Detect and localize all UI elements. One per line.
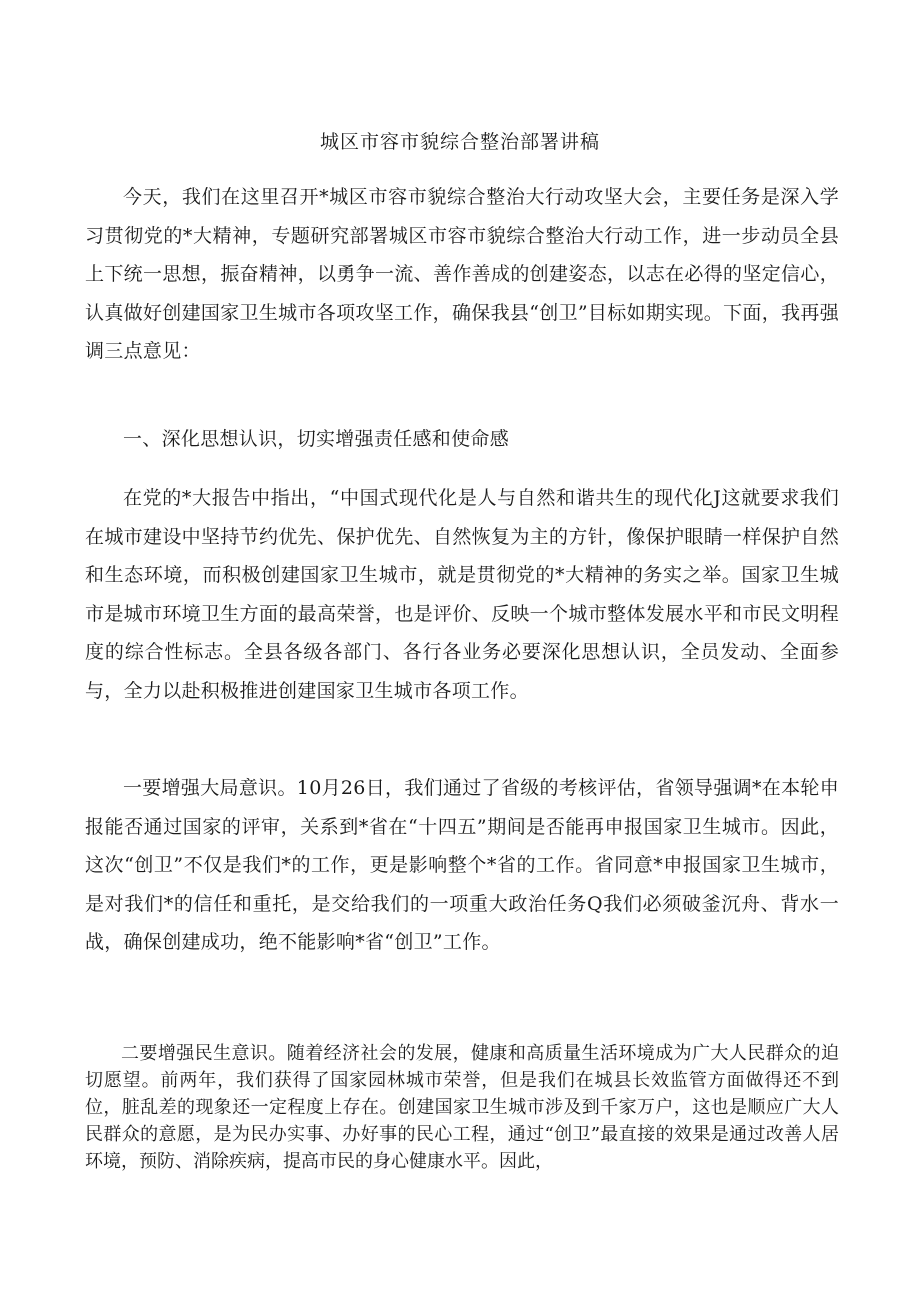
section-heading-1: 一、深化思想认识，切实增强责任感和使命感 [123,428,510,450]
paragraph-section-1-body: 在党的*大报告中指出，“中国式现代化是人与自然和谐共生的现代化J这就要求我们在城市建设中坚持节约优先、保护优先、自然恢复为主的方针，像保护眼睛一样保护自然和生态环境，而积极创建国家卫生城市，就是贯彻党的*大精神的务实之举。国家卫生城市是城市环境卫生方面的最高荣誉，也是评价、反映一个城市整体发展水平和市民文明程度的综合性标志。全县各级各部门、各行各业务必要深化思想认识，全员发动、全面参与，全力以赴积极推进创建国家卫生城市各项工作。 [85,487,839,702]
paragraph-livelihood-awareness: 二要增强民生意识。随着经济社会的发展，健康和高质量生活环境成为广大人民群众的迫切愿望。前两年，我们获得了国家园林城市荣誉，但是我们在城县长效监管方面做得还不到位，脏乱差的现象还一定程度上存在。创建国家卫生城市涉及到千家万户，这也是顺应广大人民群众的意愿，是为民办实事、办好事的民心工程，通过“创卫”最直接的效果是通过改善人居环境，预防、消除疾病，提高市民的身心健康水平。因此， [85,1043,839,1172]
paragraph-intro: 今天，我们在这里召开*城区市容市貌综合整治大行动攻坚大会，主要任务是深入学习贯彻党的*大精神，专题研究部署城区市容市貌综合整治大行动工作，进一步动员全县上下统一思想，振奋精神，以勇争一流、善作善成的创建姿态，以志在必得的坚定信心，认真做好创建国家卫生城市各项攻坚工作，确保我县“创卫”目标如期实现。下面，我再强调三点意见： [85,186,839,362]
paragraph-overall-awareness: 一要增强大局意识。10月26日，我们通过了省级的考核评估，省领导强调*在本轮申报能否通过国家的评审，关系到*省在“十四五”期间是否能再申报国家卫生城市。因此，这次“创卫”不仅是我们*的工作，更是影响整个*省的工作。省同意*申报国家卫生城市，是对我们*的信任和重托，是交给我们的一项重大政治任务Q我们必须破釜沉舟、背水一战，确保创建成功，绝不能影响*省“创卫”工作。 [85,777,839,953]
document-title: 城区市容市貌综合整治部署讲稿 [319,131,600,153]
